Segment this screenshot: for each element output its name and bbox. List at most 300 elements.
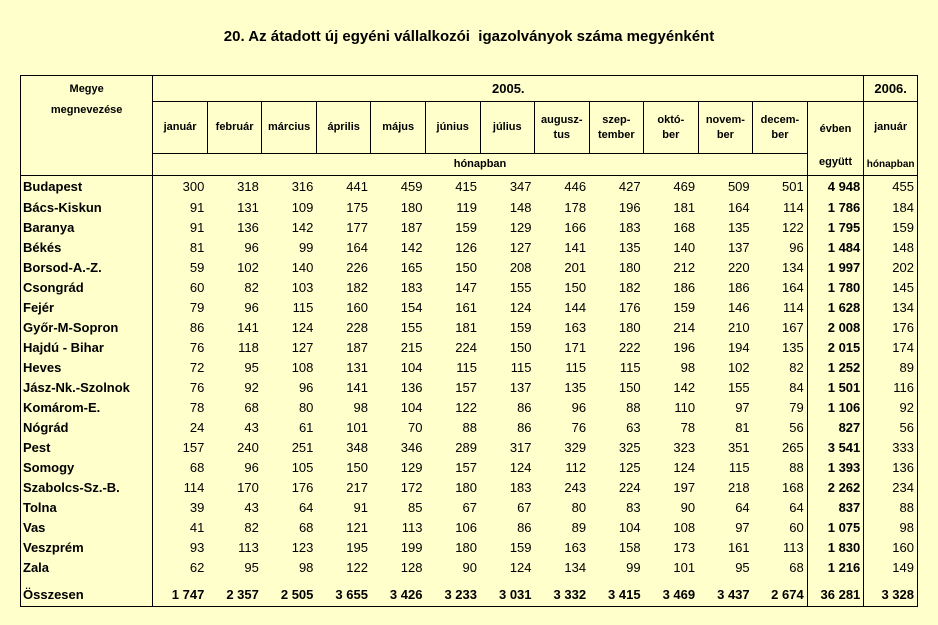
county-name: Hajdú - Bihar <box>21 338 153 358</box>
county-name: Zala <box>21 558 153 578</box>
annual-total: 1 216 <box>807 558 864 578</box>
month-value: 159 <box>455 219 477 235</box>
total-month-value: 3 426 <box>371 584 426 607</box>
month-value: 501 <box>781 178 804 194</box>
table-row <box>21 318 918 338</box>
county-name: Jász-Nk.-Szolnok <box>21 378 153 398</box>
month-value: 154 <box>400 299 423 315</box>
page-title: 20. Az átadott új egyéni vállalkozói igazolványok száma megyénként <box>223 28 715 45</box>
month-value: 97 <box>735 519 750 535</box>
month-value: 164 <box>781 279 804 295</box>
month-value: 104 <box>400 399 423 415</box>
table-row <box>21 498 918 518</box>
month-value: 102 <box>237 259 259 275</box>
month-value: 41 <box>153 518 208 538</box>
month-value: 157 <box>153 438 208 458</box>
month-value: 243 <box>564 479 587 495</box>
month-value: 218 <box>727 479 750 495</box>
annual-total: 1 997 <box>807 258 864 278</box>
month-value: 217 <box>346 479 368 495</box>
month-value: 115 <box>456 359 477 375</box>
annual-total: 1 830 <box>807 538 864 558</box>
table-row <box>21 176 918 198</box>
month-header-row <box>21 102 918 154</box>
month-value: 96 <box>571 399 587 415</box>
jan-2006-value: 89 <box>864 358 918 378</box>
month-value: 226 <box>346 259 368 275</box>
month-value: 140 <box>291 259 314 275</box>
month-value: 329 <box>564 439 587 455</box>
jan-2006-value: 176 <box>864 318 918 338</box>
month-value: 98 <box>298 559 314 575</box>
month-value: 109 <box>291 199 314 215</box>
annual-total: 1 786 <box>807 198 864 218</box>
month-value: 59 <box>153 258 208 278</box>
total-month-value: 2 674 <box>753 584 808 607</box>
annual-total: 2 015 <box>807 338 864 358</box>
month-value: 113 <box>238 539 259 555</box>
annual-total: 1 795 <box>807 218 864 238</box>
month-value: 141 <box>564 239 587 255</box>
month-value: 78 <box>153 398 208 418</box>
total-month-value: 1 747 <box>153 584 208 607</box>
table-row <box>21 238 918 258</box>
month-value: 104 <box>400 359 423 375</box>
month-value: 183 <box>509 479 532 495</box>
month-value: 95 <box>735 559 750 575</box>
month-value: 196 <box>618 199 641 215</box>
total-row <box>21 584 918 607</box>
month-value: 140 <box>673 239 696 255</box>
month-value: 183 <box>400 279 423 295</box>
month-value: 99 <box>626 559 641 575</box>
month-header-line: októ- <box>657 113 685 126</box>
annual-total: 1 252 <box>807 358 864 378</box>
year-2006-header: 2006. <box>864 76 918 102</box>
month-value: 43 <box>244 419 259 435</box>
month-value: 115 <box>510 359 532 375</box>
county-name: Győr-M-Sopron <box>21 318 153 338</box>
total-month-value: 3 437 <box>698 584 753 607</box>
month-value: 141 <box>346 379 368 395</box>
month-value: 160 <box>346 299 368 315</box>
total-label: Összesen <box>21 584 153 607</box>
month-value: 180 <box>618 259 641 275</box>
county-header <box>21 76 153 176</box>
month-header-line: június <box>436 121 469 133</box>
jan-2006-value: 136 <box>864 458 918 478</box>
month-value: 122 <box>346 559 368 575</box>
annual-total: 1 628 <box>807 298 864 318</box>
annual-total: 1 393 <box>807 458 864 478</box>
month-value: 415 <box>455 178 477 194</box>
month-value: 60 <box>153 278 208 298</box>
month-value: 167 <box>781 319 804 335</box>
annual-total: 1 484 <box>807 238 864 258</box>
month-value: 84 <box>789 379 804 395</box>
month-value: 124 <box>509 559 532 575</box>
month-value: 316 <box>291 178 314 194</box>
jan-2006-value: 149 <box>864 558 918 578</box>
month-header <box>153 102 208 154</box>
month-value: 98 <box>680 359 696 375</box>
month-header-line: január <box>163 121 197 133</box>
month-value: 119 <box>456 199 477 215</box>
month-value: 459 <box>400 178 423 194</box>
month-value: 168 <box>673 219 696 235</box>
month-value: 136 <box>237 219 259 235</box>
month-value: 86 <box>517 519 532 535</box>
month-value: 135 <box>727 219 750 235</box>
month-value: 201 <box>564 259 587 275</box>
table-row <box>21 338 918 358</box>
month-value: 197 <box>673 479 696 495</box>
month-value: 144 <box>564 299 587 315</box>
county-name: Heves <box>21 358 153 378</box>
month-value: 76 <box>153 338 208 358</box>
month-value: 68 <box>298 519 314 535</box>
month-value: 110 <box>674 399 696 415</box>
month-value: 115 <box>292 299 314 315</box>
table-row <box>21 198 918 218</box>
month-value: 91 <box>353 499 368 515</box>
table-row <box>21 518 918 538</box>
jan-2006-value: 116 <box>864 378 918 398</box>
month-value: 180 <box>618 319 641 335</box>
month-value: 346 <box>400 439 423 455</box>
month-value: 175 <box>346 199 368 215</box>
month-value: 135 <box>781 339 804 355</box>
month-value: 159 <box>509 539 532 555</box>
month-value: 128 <box>400 559 423 575</box>
month-value: 67 <box>517 499 532 515</box>
month-value: 176 <box>291 479 314 495</box>
month-value: 166 <box>564 219 587 235</box>
month-value: 86 <box>517 419 532 435</box>
month-value: 300 <box>153 176 208 198</box>
county-name: Pest <box>21 438 153 458</box>
month-value: 157 <box>455 459 477 475</box>
month-value: 150 <box>564 279 587 295</box>
month-header-line: ber <box>662 128 680 141</box>
month-value: 96 <box>298 379 314 395</box>
total-month-value: 3 233 <box>425 584 480 607</box>
month-value: 113 <box>401 519 423 535</box>
county-name: Fejér <box>21 298 153 318</box>
month-value: 121 <box>346 519 368 535</box>
county-name: Somogy <box>21 458 153 478</box>
month-value: 62 <box>153 558 208 578</box>
month-value: 150 <box>618 379 641 395</box>
month-header <box>644 102 699 154</box>
table-row <box>21 438 918 458</box>
month-value: 469 <box>673 178 696 194</box>
month-value: 64 <box>735 499 750 515</box>
annual-total-header-line1: évben <box>819 123 852 135</box>
month-value: 96 <box>244 459 259 475</box>
month-value: 142 <box>400 239 423 255</box>
month-value: 108 <box>673 519 696 535</box>
annual-total: 1 501 <box>807 378 864 398</box>
month-value: 240 <box>237 439 259 455</box>
month-value: 90 <box>680 499 696 515</box>
annual-total: 2 008 <box>807 318 864 338</box>
month-value: 161 <box>455 299 477 315</box>
month-value: 83 <box>626 499 641 515</box>
month-value: 103 <box>291 279 314 295</box>
month-value: 182 <box>346 279 368 295</box>
annual-total: 1 780 <box>807 278 864 298</box>
total-month-value: 2 505 <box>262 584 317 607</box>
jan-2006-value: 159 <box>864 218 918 238</box>
annual-total: 827 <box>807 418 864 438</box>
month-value: 124 <box>291 319 314 335</box>
month-value: 90 <box>462 559 477 575</box>
month-value: 70 <box>408 419 423 435</box>
month-value: 124 <box>509 459 532 475</box>
month-value: 125 <box>618 459 641 475</box>
month-header <box>425 102 480 154</box>
month-value: 123 <box>291 539 314 555</box>
month-value: 127 <box>291 339 314 355</box>
month-value: 159 <box>673 299 696 315</box>
month-value: 131 <box>346 359 368 375</box>
month-value: 115 <box>565 359 587 375</box>
month-value: 134 <box>564 559 587 575</box>
month-value: 39 <box>153 498 208 518</box>
jan-2006-value: 148 <box>864 238 918 258</box>
month-value: 127 <box>509 239 532 255</box>
month-value: 104 <box>618 519 641 535</box>
monthly-unit-header: hónapban <box>153 154 807 176</box>
month-value: 187 <box>346 339 368 355</box>
month-value: 81 <box>735 419 750 435</box>
table-row <box>21 218 918 238</box>
month-value: 68 <box>153 458 208 478</box>
jan-2006-value: 145 <box>864 278 918 298</box>
month-value: 181 <box>673 199 696 215</box>
month-header <box>698 102 753 154</box>
month-value: 147 <box>455 279 477 295</box>
month-value: 124 <box>509 299 532 315</box>
month-value: 60 <box>789 519 804 535</box>
month-value: 82 <box>789 359 804 375</box>
month-header-line: augusz- <box>541 113 583 126</box>
month-value: 136 <box>400 379 423 395</box>
month-value: 222 <box>618 339 641 355</box>
month-value: 150 <box>346 459 368 475</box>
month-value: 351 <box>727 439 750 455</box>
month-value: 224 <box>618 479 641 495</box>
month-value: 199 <box>400 539 423 555</box>
table-row <box>21 258 918 278</box>
month-value: 427 <box>618 178 641 194</box>
total-jan-2006: 3 328 <box>864 584 918 607</box>
month-value: 146 <box>727 299 750 315</box>
month-value: 182 <box>618 279 641 295</box>
month-value: 112 <box>565 459 587 475</box>
jan-2006-value: 202 <box>864 258 918 278</box>
month-value: 142 <box>291 219 314 235</box>
month-value: 212 <box>673 259 696 275</box>
county-name: Vas <box>21 518 153 538</box>
month-header-line: ber <box>771 128 789 141</box>
month-header-line: ber <box>716 128 734 141</box>
table-row <box>21 278 918 298</box>
month-value: 180 <box>455 539 477 555</box>
month-value: 108 <box>291 359 314 375</box>
annual-total-header <box>807 102 864 176</box>
month-value: 150 <box>455 259 477 275</box>
table-row <box>21 458 918 478</box>
month-value: 210 <box>727 319 750 335</box>
jan-2006-value: 98 <box>864 518 918 538</box>
month-value: 155 <box>400 319 423 335</box>
month-value: 348 <box>346 439 368 455</box>
month-value: 187 <box>400 219 423 235</box>
month-value: 318 <box>237 178 259 194</box>
county-header-line2: megnevezése <box>50 104 123 116</box>
total-month-value: 3 655 <box>316 584 371 607</box>
month-header-line: decem- <box>760 113 800 126</box>
month-value: 180 <box>400 199 423 215</box>
month-value: 180 <box>455 479 477 495</box>
county-name: Bács-Kiskun <box>21 198 153 218</box>
month-value: 509 <box>727 178 750 194</box>
month-value: 441 <box>346 178 368 194</box>
month-value: 317 <box>509 439 532 455</box>
month-value: 168 <box>781 479 804 495</box>
month-value: 122 <box>781 219 804 235</box>
month-value: 215 <box>400 339 423 355</box>
month-value: 95 <box>244 559 259 575</box>
month-value: 78 <box>680 419 696 435</box>
month-value: 208 <box>509 259 532 275</box>
county-name: Csongrád <box>21 278 153 298</box>
month-value: 113 <box>782 539 804 555</box>
month-value: 105 <box>291 459 314 475</box>
month-value: 101 <box>346 419 368 435</box>
jan-2006-unit-header: hónapban <box>864 154 918 176</box>
month-value: 148 <box>509 199 532 215</box>
annual-total: 837 <box>807 498 864 518</box>
month-header-line: március <box>268 121 311 133</box>
month-value: 170 <box>237 479 259 495</box>
county-name: Komárom-E. <box>21 398 153 418</box>
month-value: 183 <box>618 219 641 235</box>
county-name: Veszprém <box>21 538 153 558</box>
month-value: 228 <box>346 319 368 335</box>
month-value: 101 <box>673 559 696 575</box>
month-value: 186 <box>727 279 750 295</box>
month-value: 163 <box>564 539 587 555</box>
month-header <box>589 102 644 154</box>
month-value: 224 <box>455 339 477 355</box>
month-header-line: novem- <box>705 113 745 126</box>
jan-2006-value: 455 <box>864 176 918 198</box>
month-value: 446 <box>564 178 587 194</box>
month-value: 89 <box>571 519 587 535</box>
county-name: Baranya <box>21 218 153 238</box>
month-value: 85 <box>408 499 423 515</box>
month-value: 63 <box>626 419 641 435</box>
month-value: 82 <box>244 519 259 535</box>
jan-2006-value: 174 <box>864 338 918 358</box>
month-value: 158 <box>618 539 641 555</box>
total-month-value: 3 415 <box>589 584 644 607</box>
month-value: 176 <box>618 299 641 315</box>
month-value: 325 <box>618 439 641 455</box>
table-row <box>21 418 918 438</box>
month-value: 64 <box>298 499 314 515</box>
table-row <box>21 558 918 578</box>
month-value: 67 <box>462 499 477 515</box>
month-value: 24 <box>153 418 208 438</box>
month-value: 131 <box>237 199 259 215</box>
month-header-line: április <box>327 121 360 133</box>
jan-2006-header: január <box>864 102 918 154</box>
month-value: 173 <box>673 539 696 555</box>
month-value: 96 <box>244 299 259 315</box>
annual-total: 4 948 <box>807 176 864 198</box>
month-value: 159 <box>509 319 532 335</box>
month-value: 72 <box>153 358 208 378</box>
month-value: 289 <box>455 439 477 455</box>
month-value: 163 <box>564 319 587 335</box>
year-2005-header: 2005. <box>153 76 864 102</box>
table-row <box>21 538 918 558</box>
month-value: 124 <box>673 459 696 475</box>
annual-total: 3 541 <box>807 438 864 458</box>
month-value: 141 <box>237 319 259 335</box>
county-name: Budapest <box>21 176 153 198</box>
month-value: 99 <box>298 239 314 255</box>
month-value: 102 <box>727 359 750 375</box>
table-row <box>21 378 918 398</box>
annual-total: 1 106 <box>807 398 864 418</box>
month-header <box>753 102 808 154</box>
month-value: 142 <box>673 379 696 395</box>
table-row <box>21 298 918 318</box>
county-name: Nógrád <box>21 418 153 438</box>
total-month-value: 2 357 <box>207 584 262 607</box>
county-name: Tolna <box>21 498 153 518</box>
month-value: 96 <box>244 239 259 255</box>
county-name: Szabolcs-Sz.-B. <box>21 478 153 498</box>
month-value: 98 <box>353 399 368 415</box>
jan-2006-value: 234 <box>864 478 918 498</box>
month-value: 165 <box>400 259 423 275</box>
month-value: 171 <box>564 339 587 355</box>
month-header <box>316 102 371 154</box>
month-value: 79 <box>153 298 208 318</box>
jan-2006-value: 56 <box>864 418 918 438</box>
month-value: 157 <box>455 379 477 395</box>
month-value: 80 <box>571 499 587 515</box>
month-header-line: tus <box>553 128 571 141</box>
month-value: 323 <box>673 439 696 455</box>
month-value: 61 <box>298 419 314 435</box>
month-value: 76 <box>571 419 587 435</box>
annual-total: 1 075 <box>807 518 864 538</box>
month-value: 86 <box>153 318 208 338</box>
total-month-value: 3 332 <box>535 584 590 607</box>
county-header-line1: Megye <box>69 83 104 95</box>
jan-2006-value: 333 <box>864 438 918 458</box>
month-value: 196 <box>673 339 696 355</box>
month-value: 68 <box>789 559 804 575</box>
month-value: 43 <box>244 499 259 515</box>
